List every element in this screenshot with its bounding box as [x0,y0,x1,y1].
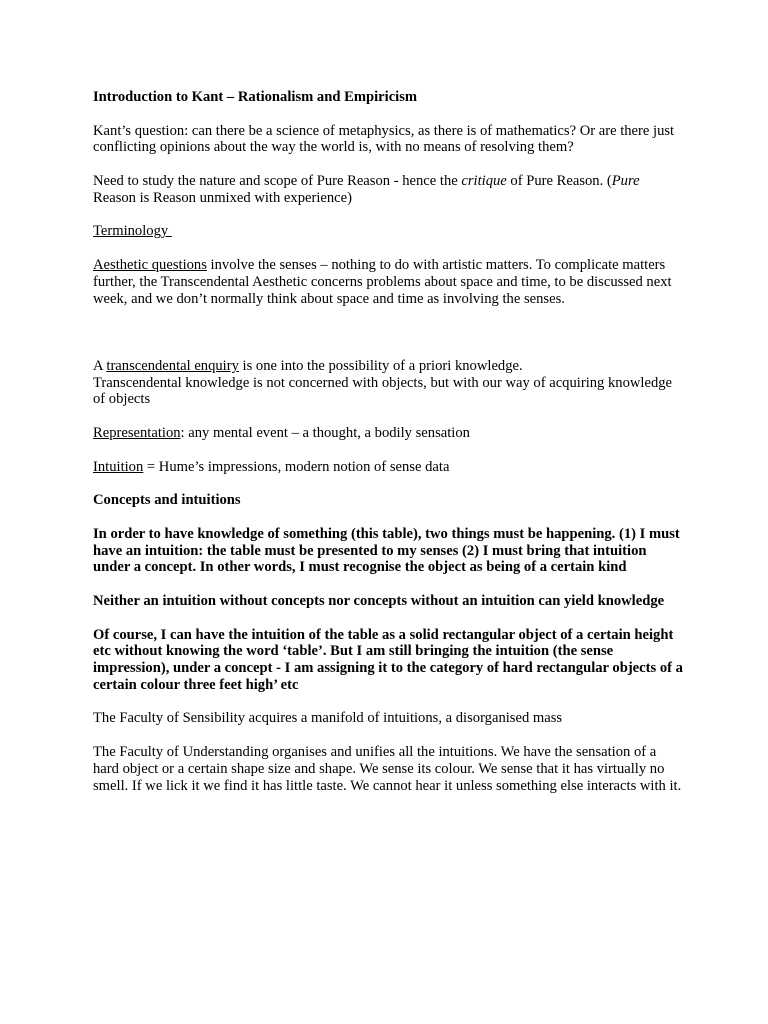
paragraph-neither: Neither an intuition without concepts nor concepts without an intuition can yield knowledge [93,592,665,609]
italic-critique: critique [461,172,507,189]
paragraph-faculty-understanding: The Faculty of Understanding organises and unifies all the intuitions. We have the sensation of a hard object or a certain shape size and shape. We sense its colour. We sense that it has virtually no smell. If we lick it we find it has little taste. We cannot hear it unless something else interacts with it. [93,744,682,794]
text-run: involve the senses – nothing to do with artistic matters. To complicate matters further, the Transcendental Aesthetic concerns problems about space and time, to be discussed next week, and we don’t normally think about space and time as involving the senses. [93,256,672,307]
term-transcendental-enquiry: transcendental enquiry [106,357,239,374]
paragraph-transcendental [93,358,683,408]
text-run: : any mental event – a thought, a bodily sensation [180,424,470,441]
document-body [93,89,683,811]
text-run: = Hume’s impressions, modern notion of sense data [143,458,450,475]
paragraph-kants-question: Kant’s question: can there be a science of metaphysics, as there is of mathematics? Or are there just conflicting opinions about the way the world is, with no means of resolving them? [93,122,675,156]
paragraph-representation [93,425,683,442]
text-run: of Pure Reason. ( [506,172,612,189]
paragraph-aesthetic [93,257,683,307]
term-intuition: Intuition [93,458,144,475]
blank-gap [93,324,683,358]
underlined-terminology: Terminology [93,223,172,240]
text-run: Transcendental knowledge is not concerned with objects, but with our way of acquiring knowledge of objects [93,374,673,408]
paragraph-intuition [93,459,683,476]
italic-pure: Pure [611,172,640,189]
heading-terminology [93,223,683,240]
text-run: Reason is Reason unmixed with experience) [93,189,352,206]
text-run: is one into the possibility of a priori knowledge. [238,357,523,374]
text-run: Need to study the nature and scope of Pure Reason - hence the [93,172,462,189]
paragraph-pure-reason [93,173,683,207]
paragraph-knowledge-requirements: In order to have knowledge of something (this table), two things must be happening. (1) I must have an intuition: the table must be presented to my senses (2) I must bring that intuition under a concept. In other words, I must recognise the object as being of a certain kind [93,525,680,576]
paragraph-of-course: Of course, I can have the intuition of the table as a solid rectangular object of a certain height etc without knowing the word ‘table’. But I am still bringing the intuition (the sense impression), under a concept - I am assigning it to the category of hard rectangular objects of a certain colour three feet high’ etc [93,626,683,693]
document-title: Introduction to Kant – Rationalism and Empiricism [93,89,418,105]
term-aesthetic-questions: Aesthetic questions [93,256,207,273]
text-run: A [93,357,107,374]
heading-concepts-and-intuitions: Concepts and intuitions [93,492,241,509]
paragraph-faculty-sensibility: The Faculty of Sensibility acquires a manifold of intuitions, a disorganised mass [93,710,563,727]
term-representation: Representation [93,424,181,441]
